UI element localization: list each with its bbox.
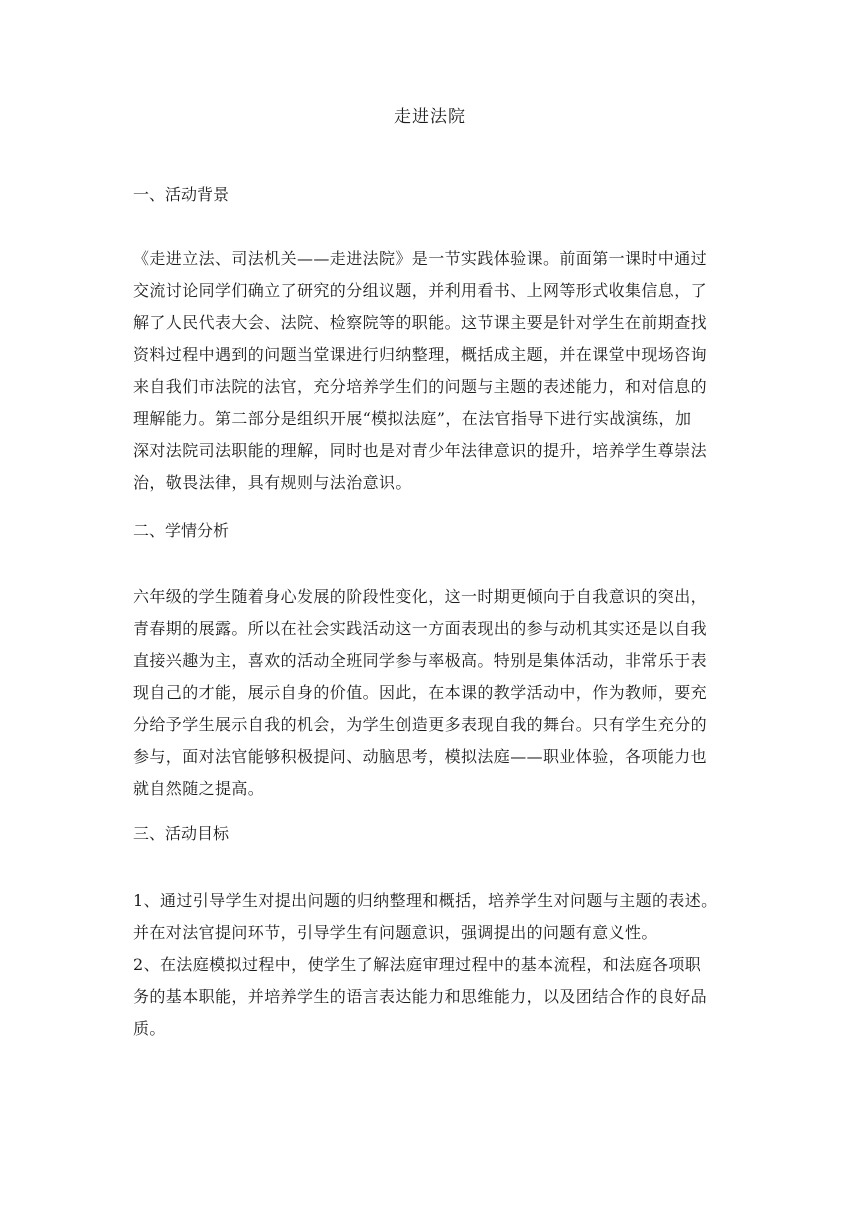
paragraph-line: 参与，面对法官能够积极提问、动脑思考，模拟法庭——职业体验，各项能力也 bbox=[133, 747, 708, 766]
paragraph-line: 治，敬畏法律，具有规则与法治意识。 bbox=[133, 473, 412, 492]
paragraph-line: 质。 bbox=[133, 1019, 166, 1038]
paragraph-line: 现自己的才能，展示自身的价值。因此，在本课的教学活动中，作为教师，要充 bbox=[133, 683, 708, 702]
paragraph-line: 资料过程中遇到的问题当堂课进行归纳整理，概括成主题，并在课堂中现场咨询 bbox=[133, 345, 708, 364]
paragraph-line: 青春期的展露。所以在社会实践活动这一方面表现出的参与动机其实还是以自我 bbox=[133, 619, 708, 638]
paragraph-line: 2、在法庭模拟过程中，使学生了解法庭审理过程中的基本流程，和法庭各项职 bbox=[133, 955, 702, 974]
section-paragraph-analysis bbox=[133, 581, 733, 805]
paragraph-line: 理解能力。第二部分是组织开展“模拟法庭”，在法官指导下进行实战演练，加 bbox=[133, 409, 692, 428]
section-heading-analysis: 二、学情分析 bbox=[133, 521, 230, 540]
paragraph-line: 《走进立法、司法机关——走进法院》是一节实践体验课。前面第一课时中通过 bbox=[133, 249, 708, 268]
paragraph-line: 深对法院司法职能的理解，同时也是对青少年法律意识的提升，培养学生尊崇法 bbox=[133, 441, 708, 460]
paragraph-line: 务的基本职能，并培养学生的语言表达能力和思维能力，以及团结合作的良好品 bbox=[133, 987, 708, 1006]
paragraph-line: 就自然随之提高。 bbox=[133, 779, 265, 798]
paragraph-line: 并在对法官提问环节，引导学生有问题意识，强调提出的问题有意义性。 bbox=[133, 923, 658, 942]
document-title: 走进法院 bbox=[394, 107, 466, 127]
paragraph-line: 来自我们市法院的法官，充分培养学生们的问题与主题的表述能力，和对信息的 bbox=[133, 377, 708, 396]
section-heading-objectives: 三、活动目标 bbox=[133, 824, 230, 843]
paragraph-line: 交流讨论同学们确立了研究的分组议题，并利用看书、上网等形式收集信息，了 bbox=[133, 281, 708, 300]
section-paragraph-objectives bbox=[133, 885, 733, 1045]
section-paragraph-background bbox=[133, 243, 733, 499]
paragraph-line: 1、通过引导学生对提出问题的归纳整理和概括，培养学生对问题与主题的表述。 bbox=[133, 891, 718, 910]
section-heading-background: 一、活动背景 bbox=[133, 185, 230, 204]
paragraph-line: 六年级的学生随着身心发展的阶段性变化，这一时期更倾向于自我意识的突出， bbox=[133, 587, 708, 606]
paragraph-line: 分给予学生展示自我的机会，为学生创造更多表现自我的舞台。只有学生充分的 bbox=[133, 715, 708, 734]
paragraph-line: 解了人民代表大会、法院、检察院等的职能。这节课主要是针对学生在前期查找 bbox=[133, 313, 708, 332]
paragraph-line: 直接兴趣为主，喜欢的活动全班同学参与率极高。特别是集体活动，非常乐于表 bbox=[133, 651, 708, 670]
